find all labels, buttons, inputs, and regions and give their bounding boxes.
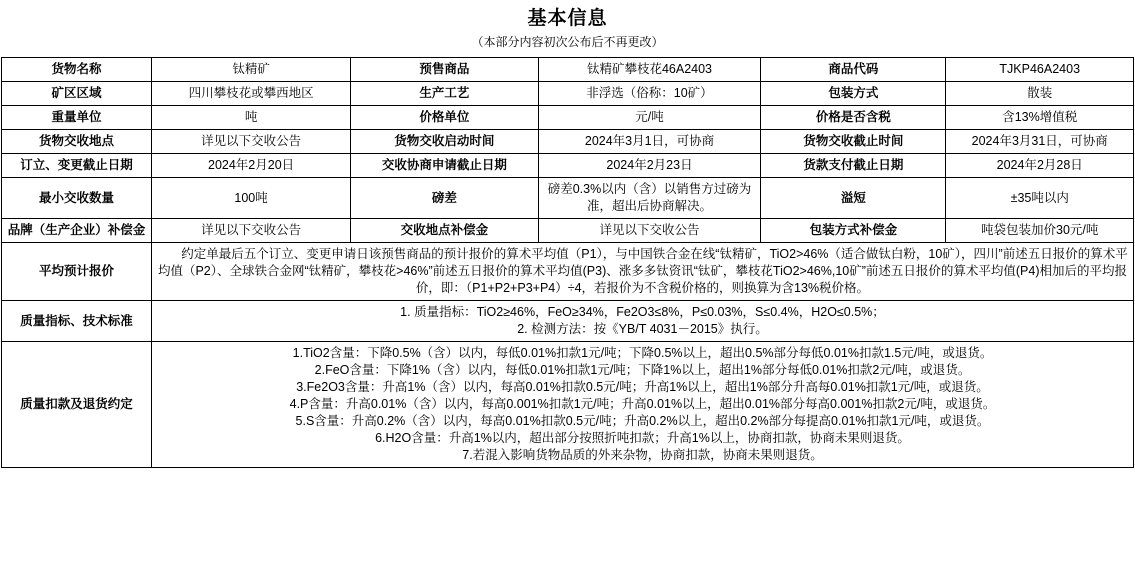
deduction-term-line: 7.若混入影响货物品质的外来杂物，协商扣款，协商未果则退货。 (462, 448, 823, 462)
field-label: 重量单位 (2, 106, 152, 130)
table-row (2, 178, 1134, 219)
section-label-deduction-terms: 质量扣款及退货约定 (2, 342, 152, 468)
field-value: 详见以下交收公告 (151, 219, 350, 243)
field-label: 磅差 (351, 178, 538, 219)
field-value: 详见以下交收公告 (538, 219, 761, 243)
field-label: 价格是否含税 (761, 106, 946, 130)
field-label: 溢短 (761, 178, 946, 219)
field-value: 元/吨 (538, 106, 761, 130)
deduction-term-line: 2.FeO含量：下降1%（含）以内，每低0.01%扣款1元/吨；下降1%以上，超出1%部分每低0.01%扣款2元/吨，或退货。 (314, 363, 971, 377)
field-value: 钛精矿 (151, 58, 350, 82)
field-label: 交收协商申请截止日期 (351, 154, 538, 178)
field-value: 吨 (151, 106, 350, 130)
section-text-quality-standard (151, 301, 1133, 342)
field-label: 包装方式 (761, 82, 946, 106)
field-value: 2024年3月1日，可协商 (538, 130, 761, 154)
field-value: 2024年2月20日 (151, 154, 350, 178)
field-value: 详见以下交收公告 (151, 130, 350, 154)
deduction-term-line: 5.S含量：升高0.2%（含）以内，每高0.01%扣款0.5元/吨；升高0.2%以上，超出0.2%部分每提高0.01%扣款1元/吨，或退货。 (295, 414, 990, 428)
field-value: 2024年3月31日，可协商 (946, 130, 1134, 154)
field-label: 最小交收数量 (2, 178, 152, 219)
table-row (2, 82, 1134, 106)
average-price-text: 约定单最后五个订立、变更申请日该预售商品的预计报价的算术平均值（P1），与中国铁合金在线“钛精矿，TiO2>46%（适合做钛白粉，10矿），四川”前述五日报价的算术平均值（P2）、全球铁合金网“钛精矿，攀枝花>46%”前述五日报价的算术平均值(P3)、涨多多钛资讯“钛矿，攀枝花TiO2>46%,10矿”前述五日报价的算术平均值(P4)相加后的平均报价，即：（P1+P2+P3+P4）÷4，若报价为不含税价格的，则换算为含13%税价格。 (157, 247, 1128, 295)
field-label: 品牌（生产企业）补偿金 (2, 219, 152, 243)
table-row (2, 130, 1134, 154)
field-value: 2024年2月28日 (946, 154, 1134, 178)
deduction-term-line: 6.H2O含量：升高1%以内，超出部分按照折吨扣款；升高1%以上，协商扣款，协商未果则退货。 (375, 431, 910, 445)
title-block (0, 0, 1135, 51)
deduction-term-line: 4.P含量：升高0.01%（含）以内，每高0.001%扣款1元/吨；升高0.01%以上，超出0.01%部分每高0.001%扣款2元/吨，或退货。 (289, 397, 996, 411)
field-value: 吨袋包装加价30元/吨 (946, 219, 1134, 243)
quality-standard-line: 2. 检测方法：按《YB/T 4031－2015》执行。 (517, 322, 768, 336)
average-price-row (2, 243, 1134, 301)
basic-info-table (1, 57, 1134, 468)
field-label: 货款支付截止日期 (761, 154, 946, 178)
page-title: 基本信息 (527, 8, 608, 29)
field-label: 货物交收启动时间 (351, 130, 538, 154)
field-label: 订立、变更截止日期 (2, 154, 152, 178)
field-value: 钛精矿攀枝花46A2403 (538, 58, 761, 82)
table-row (2, 58, 1134, 82)
table-row (2, 106, 1134, 130)
deduction-terms-row (2, 342, 1134, 468)
table-row (2, 154, 1134, 178)
section-label-average-price: 平均预计报价 (2, 243, 152, 301)
field-label: 交收地点补偿金 (351, 219, 538, 243)
deduction-term-line: 1.TiO2含量：下降0.5%（含）以内，每低0.01%扣款1元/吨；下降0.5%以上，超出0.5%部分每低0.01%扣款1.5元/吨，或退货。 (292, 346, 993, 360)
field-value: 100吨 (151, 178, 350, 219)
field-value: ±35吨以内 (946, 178, 1134, 219)
field-label: 价格单位 (351, 106, 538, 130)
field-value: 四川攀枝花或攀西地区 (151, 82, 350, 106)
section-text-average-price (151, 243, 1133, 301)
field-label: 货物交收截止时间 (761, 130, 946, 154)
field-label: 货物名称 (2, 58, 152, 82)
field-value: TJKP46A2403 (946, 58, 1134, 82)
field-label: 商品代码 (761, 58, 946, 82)
page-subtitle: （本部分内容初次公布后不再更改） (471, 35, 664, 49)
field-value: 非浮选（俗称：10矿） (538, 82, 761, 106)
field-label: 货物交收地点 (2, 130, 152, 154)
field-value: 含13%增值税 (946, 106, 1134, 130)
field-value: 散装 (946, 82, 1134, 106)
table-row (2, 219, 1134, 243)
field-value: 磅差0.3%以内（含）以销售方过磅为准，超出后协商解决。 (538, 178, 761, 219)
quality-standard-row (2, 301, 1134, 342)
field-label: 预售商品 (351, 58, 538, 82)
field-label: 包装方式补偿金 (761, 219, 946, 243)
quality-standard-line: 1. 质量指标：TiO2≥46%，FeO≥34%，Fe2O3≤8%，P≤0.03%，S≤0.4%，H2O≤0.5%； (400, 305, 885, 319)
section-text-deduction-terms (151, 342, 1133, 468)
deduction-term-line: 3.Fe2O3含量：升高1%（含）以内，每高0.01%扣款0.5元/吨；升高1%以上，超出1%部分升高每0.01%扣款1元/吨，或退货。 (296, 380, 989, 394)
field-label: 生产工艺 (351, 82, 538, 106)
section-label-quality-standard: 质量指标、技术标准 (2, 301, 152, 342)
field-label: 矿区区域 (2, 82, 152, 106)
field-value: 2024年2月23日 (538, 154, 761, 178)
